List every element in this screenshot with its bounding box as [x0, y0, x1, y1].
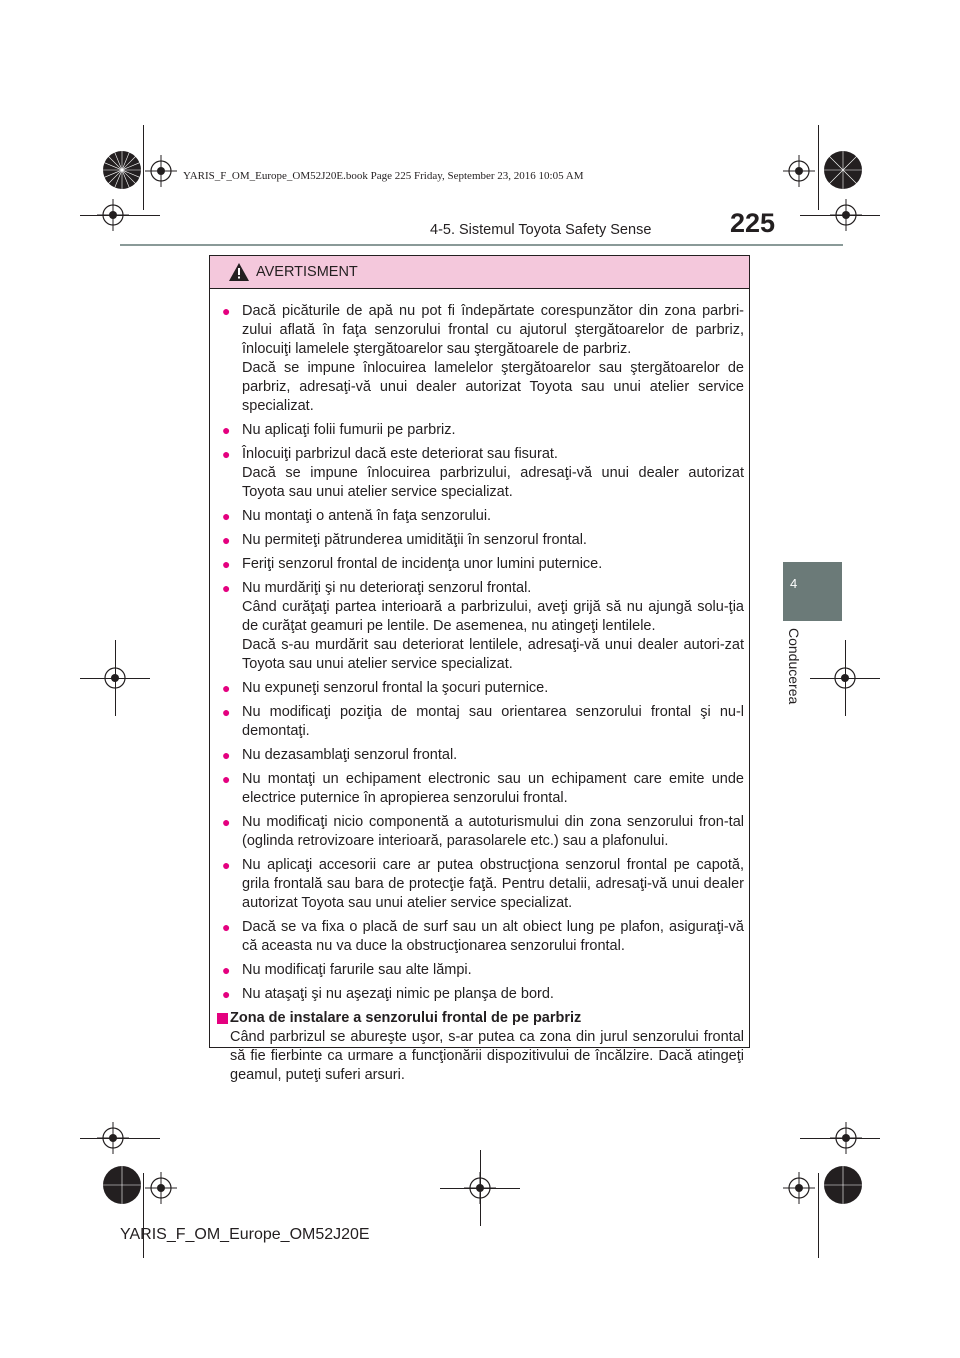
registration-crosshair-icon: [830, 199, 862, 231]
warning-content: [217, 302, 744, 1085]
warning-item: [217, 961, 744, 980]
warning-item: [217, 445, 744, 502]
registration-crosshair-icon: [99, 662, 131, 694]
item-text: Nu modificaţi farurile sau alte lămpi.: [242, 962, 472, 978]
registration-crosshair-icon: [145, 1172, 177, 1204]
item-text: Nu expuneţi senzorul frontal la şocuri puternice.: [242, 680, 549, 696]
bullet-icon: ●: [222, 532, 231, 548]
item-text: Dacă se va fixa o placă de surf sau un alt obiect lung pe plafon, asiguraţi-vă că aceasta nu va duce la obstrucţionarea senzorului frontal.: [242, 919, 744, 954]
warning-title: AVERTISMENT: [256, 264, 358, 280]
item-text: Nu modificaţi nicio componentă a autoturismului din zona senzorului fron-tal (oglinda retrovizoare interioară, parasolarele etc.) sau a plafonului.: [242, 814, 744, 849]
warning-item: [217, 746, 744, 765]
item-text: Nu aplicaţi folii fumurii pe parbriz.: [242, 422, 456, 438]
footer-doc-id: YARIS_F_OM_Europe_OM52J20E: [120, 1226, 370, 1243]
warning-box: [209, 255, 750, 1083]
warning-item: [217, 507, 744, 526]
item-text: Dacă s-au murdărit sau deteriorat lentilele, adresaţi-vă unui dealer autori-zat Toyota sau unui atelier service specializat.: [242, 637, 744, 672]
registration-sunburst-icon: [102, 150, 142, 190]
bullet-icon: ●: [222, 962, 231, 978]
warning-item: [217, 703, 744, 741]
registration-crosshair-icon: [783, 1172, 815, 1204]
square-bullet-icon: [217, 1013, 228, 1024]
warning-item: [217, 813, 744, 851]
bullet-icon: ●: [222, 303, 231, 319]
registration-crosshair-icon: [97, 1122, 129, 1154]
subsection-title: Zona de instalare a senzorului frontal de pe parbriz: [230, 1010, 582, 1026]
bullet-icon: ●: [222, 747, 231, 763]
warning-item: [217, 985, 744, 1004]
bullet-icon: ●: [222, 556, 231, 572]
registration-crosshair-icon: [830, 1122, 862, 1154]
warning-triangle-icon: [229, 263, 249, 281]
header-rule: [120, 244, 843, 246]
registration-crosshair-icon: [145, 155, 177, 187]
registration-crosshair-icon: [829, 662, 861, 694]
warning-item: [217, 531, 744, 550]
item-text: Nu montaţi o antenă în faţa senzorului.: [242, 508, 492, 524]
chapter-number: 4: [790, 576, 798, 591]
item-text: Nu dezasamblaţi senzorul frontal.: [242, 747, 458, 763]
item-text: Dacă se impune înlocuirea parbrizului, adresaţi-vă unui dealer autorizat Toyota sau unui atelier service specializat.: [242, 465, 744, 500]
bullet-icon: ●: [222, 422, 231, 438]
registration-sunburst-icon: [823, 150, 863, 190]
registration-crosshair-icon: [97, 199, 129, 231]
registration-sunburst-icon: [823, 1165, 863, 1205]
item-text: Dacă se impune înlocuirea lamelelor ştergătoarelor sau ştergătoarelor de parbriz, adresaţi-vă unui dealer autorizat Toyota sau unui atelier service specializat.: [242, 360, 744, 414]
chapter-label: Conducerea: [786, 628, 802, 705]
bullet-icon: ●: [222, 580, 231, 596]
warning-item: [217, 770, 744, 808]
book-info: YARIS_F_OM_Europe_OM52J20E.book Page 225 Friday, September 23, 2016 10:05 AM: [183, 170, 584, 182]
bullet-icon: ●: [222, 857, 231, 873]
crop-mark: [818, 1173, 819, 1258]
bullet-icon: ●: [222, 986, 231, 1002]
bullet-icon: ●: [222, 704, 231, 720]
chapter-tab: [783, 562, 842, 621]
crop-mark: [818, 125, 819, 210]
item-text: Nu montaţi un echipament electronic sau un echipament care emite unde electrice puternice în apropierea senzorului frontal.: [242, 771, 744, 806]
section-title: 4-5. Sistemul Toyota Safety Sense: [430, 222, 652, 238]
warning-item: [217, 856, 744, 913]
page-number: 225: [730, 208, 776, 238]
item-text: Nu permiteţi pătrunderea umidităţii în senzorul frontal.: [242, 532, 587, 548]
item-text: Când curăţaţi partea interioară a parbrizului, aveţi grijă să nu ajungă solu-ţia de curăţat geamuri pe lentile. De asemenea, nu atingeţi lentilele.: [242, 599, 744, 634]
item-text: Înlocuiţi parbrizul dacă este deteriorat sau fisurat.: [242, 446, 558, 462]
item-text: Dacă picăturile de apă nu pot fi îndepărtate corespunzător din zona parbri-zului aflată în faţa senzorului frontal cu ajutorul ştergătoarelor de parbriz, înlocuiţi lamelele ştergătoarelor sau ştergătoarele de parbriz.: [242, 303, 744, 357]
item-text: Nu murdăriţi şi nu deterioraţi senzorul frontal.: [242, 580, 532, 596]
warning-item: [217, 421, 744, 440]
bullet-icon: ●: [222, 446, 231, 462]
warning-item: [217, 679, 744, 698]
item-text: Nu ataşaţi şi nu aşezaţi nimic pe planşa de bord.: [242, 986, 554, 1002]
item-text: Feriţi senzorul frontal de incidenţa unor lumini puternice.: [242, 556, 603, 572]
bullet-icon: ●: [222, 680, 231, 696]
item-text: Nu modificaţi poziţia de montaj sau orientarea senzorului frontal şi nu-l demontaţi.: [242, 704, 744, 739]
warning-header: [210, 256, 749, 289]
bullet-icon: ●: [222, 771, 231, 787]
registration-crosshair-icon: [783, 155, 815, 187]
bullet-icon: ●: [222, 814, 231, 830]
item-text: Nu aplicaţi accesorii care ar putea obstrucţiona senzorul frontal pe capotă, grila frontală sau bara de protecţie faţă. Pentru detalii, adresaţi-vă unui dealer autorizat Toyota sau unui atelier service specializat.: [242, 857, 744, 911]
warning-item: [217, 555, 744, 574]
registration-sunburst-icon: [102, 1165, 142, 1205]
crop-mark: [143, 1173, 144, 1258]
warning-item: [217, 302, 744, 416]
warning-item: [217, 918, 744, 956]
crop-mark: [480, 1150, 481, 1226]
bullet-icon: ●: [222, 508, 231, 524]
warning-item: [217, 579, 744, 674]
subsection: [217, 1009, 744, 1085]
subsection-text: Când parbrizul se abureşte uşor, s-ar putea ca zona din jurul senzorului frontal să fie fierbinte ca urmare a funcţionării dispozitivului de încălzire. Dacă atingeţi geamul, puteţi suferi arsuri.: [230, 1029, 744, 1083]
bullet-icon: ●: [222, 919, 231, 935]
crop-mark: [143, 125, 144, 210]
